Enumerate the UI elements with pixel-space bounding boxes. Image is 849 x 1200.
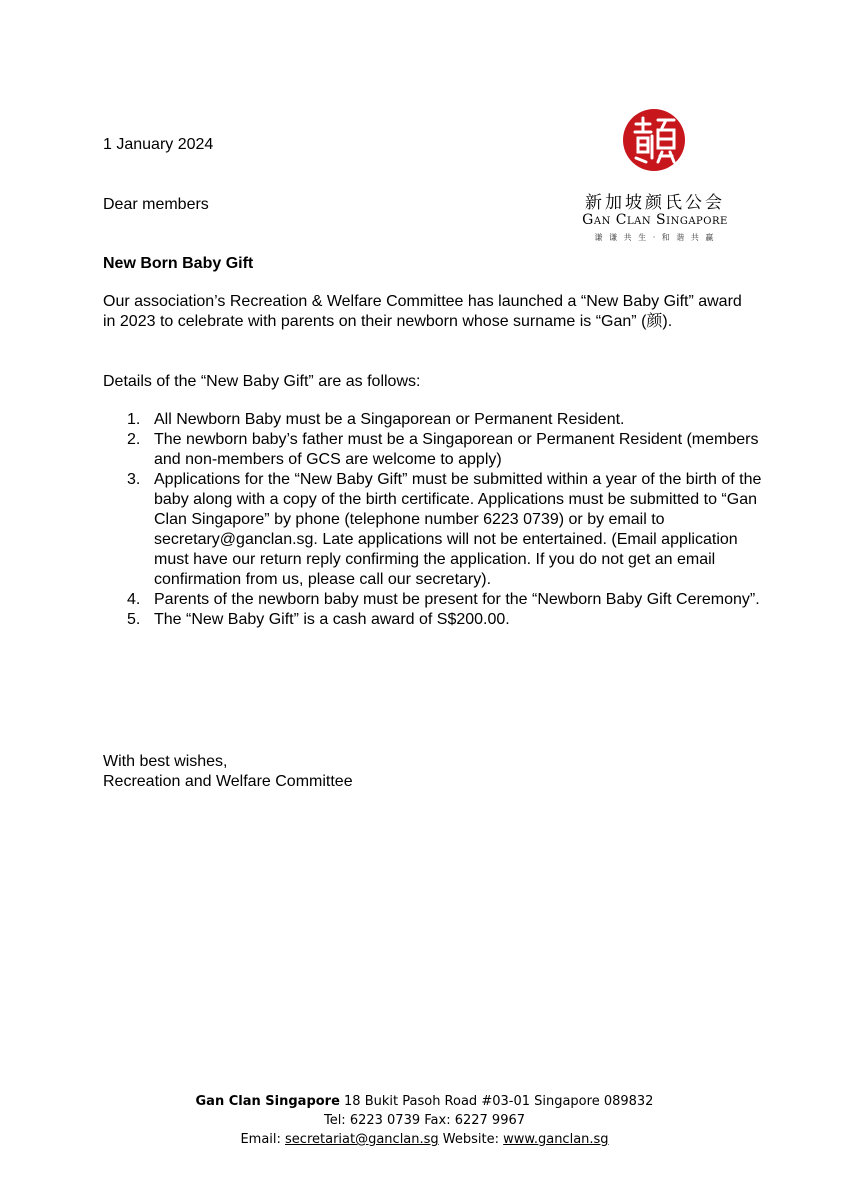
list-item — [103, 590, 763, 610]
list-item-text: The newborn baby’s father must be a Singaporean or Permanent Resident (members and non-members of GCS are welcome to apply) — [154, 431, 759, 468]
logo-chinese-name: 新加坡颜氏公会 — [585, 193, 725, 213]
footer-website-label: Website: — [438, 1132, 504, 1147]
letter-greeting: Dear members — [103, 196, 209, 213]
list-item-number: 3. — [127, 471, 141, 488]
letter-intro-paragraph: Our association’s Recreation & Welfare Committee has launched a “New Baby Gift” award in 2023 to celebrate with parents on their newborn whose surname is “Gan” (颜). — [103, 293, 742, 330]
list-item-number: 5. — [127, 611, 141, 628]
list-item-text: The “New Baby Gift” is a cash award of S$200.00. — [154, 611, 510, 628]
footer-email-link[interactable]: secretariat@ganclan.sg — [285, 1132, 439, 1147]
footer-website-link[interactable]: www.ganclan.sg — [503, 1132, 609, 1147]
list-item — [103, 470, 763, 590]
signatory: Recreation and Welfare Committee — [103, 773, 353, 790]
list-item-number: 4. — [127, 591, 141, 608]
footer-org-name: Gan Clan Singapore — [195, 1094, 340, 1109]
logo-english-name: Gan Clan Singapore — [582, 212, 728, 228]
footer-email-label: Email: — [240, 1132, 286, 1147]
list-item-text: Applications for the “New Baby Gift” must be submitted within a year of the birth of the baby along with a copy of the birth certificate. Applications must be submitted to “Gan Clan Singapore” by phone (telephone number 6223 0739) or by email to secretary@ganclan.sg. Late applications will not be entertained. (Email application must have our return reply confirming the application. If you do not get an email confirmation from us, please call our secretary). — [154, 471, 762, 588]
letter-closing — [103, 752, 353, 792]
clan-seal-icon — [622, 108, 686, 172]
details-heading: Details of the “New Baby Gift” are as follows: — [103, 373, 421, 390]
footer-contact-line — [0, 1130, 849, 1149]
letter-footer — [0, 1092, 849, 1149]
requirements-list — [103, 410, 763, 630]
organization-logo — [560, 108, 750, 248]
list-item-number: 2. — [127, 431, 141, 448]
footer-tel-fax: Tel: 6223 0739 Fax: 6227 9967 — [323, 1113, 526, 1128]
letter-date: 1 January 2024 — [103, 136, 214, 153]
list-item-text: Parents of the newborn baby must be present for the “Newborn Baby Gift Ceremony”. — [154, 591, 760, 608]
list-item-number: 1. — [127, 411, 141, 428]
list-item-text: All Newborn Baby must be a Singaporean or Permanent Resident. — [154, 411, 625, 428]
letter-subject: New Born Baby Gift — [103, 255, 254, 272]
closing-phrase: With best wishes, — [103, 753, 228, 770]
logo-motto: 谦 谦 共 生 · 和 谐 共 赢 — [594, 233, 716, 242]
footer-address: 18 Bukit Pasoh Road #03-01 Singapore 089832 — [339, 1094, 654, 1109]
list-item — [103, 410, 763, 430]
list-item — [103, 610, 763, 630]
footer-address-line — [0, 1092, 849, 1111]
list-item — [103, 430, 763, 470]
